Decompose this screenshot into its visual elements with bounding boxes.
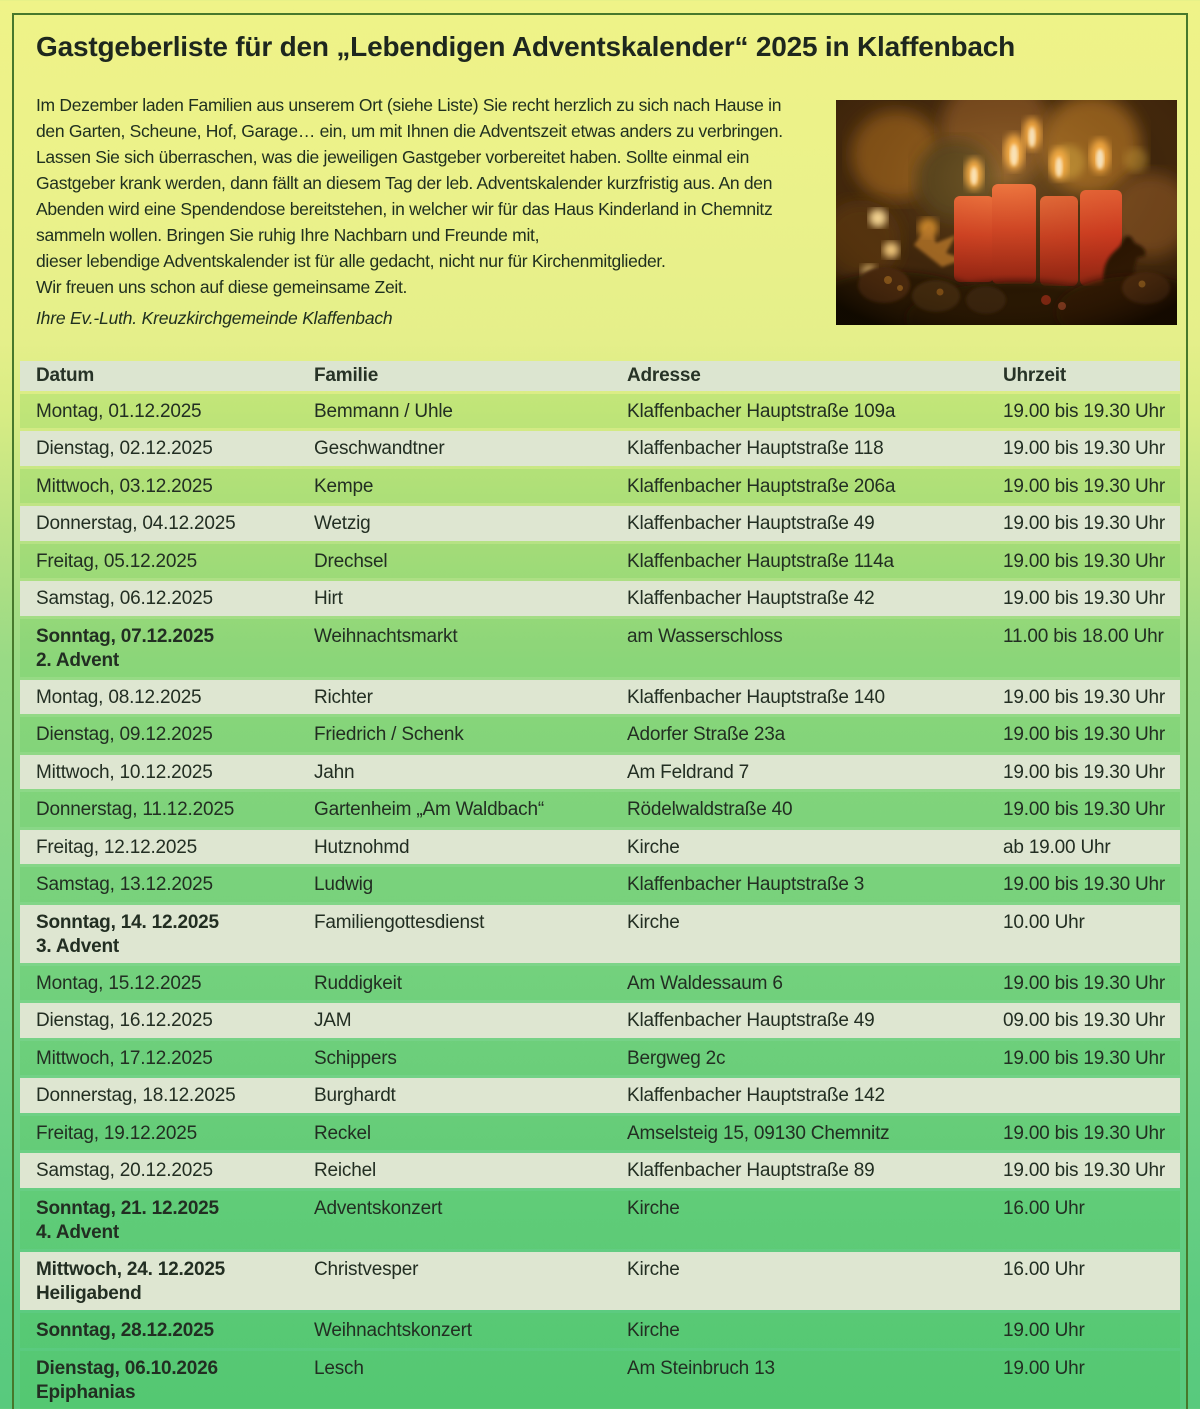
cell-adresse: Klaffenbacher Hauptstraße 89: [627, 1160, 875, 1182]
table-row: [20, 1351, 1180, 1409]
table-row: [20, 755, 1180, 790]
table-row: [20, 1003, 1180, 1038]
advent-wreath-photo: [836, 100, 1177, 325]
cell-uhrzeit: 16.00 Uhr: [1003, 1197, 1085, 1219]
cell-uhrzeit: ab 19.00 Uhr: [1003, 836, 1111, 858]
cell-datum: Freitag, 05.12.2025: [36, 550, 197, 572]
cell-familie: Lesch: [314, 1357, 364, 1379]
intro-line: Gastgeber krank werden, dann fällt an diesem Tag der leb. Adventskalender kurzfristig aus. An den: [36, 173, 773, 193]
cell-datum: Mittwoch, 10.12.2025: [36, 761, 213, 783]
cell-familie: Bemmann / Uhle: [314, 400, 453, 422]
cell-uhrzeit: 19.00 bis 19.30 Uhr: [1003, 475, 1166, 497]
cell-datum: Montag, 15.12.2025: [36, 972, 202, 994]
cell-adresse: Klaffenbacher Hauptstraße 3: [627, 874, 865, 896]
intro-line: Lassen Sie sich überraschen, was die jeweiligen Gastgeber vorbereitet haben. Sollte einmal ein: [36, 147, 750, 167]
signature-line: Ihre Ev.-Luth. Kreuzkirchgemeinde Klaffenbach: [36, 308, 393, 328]
table-row: [20, 469, 1180, 504]
cell-uhrzeit: 19.00 bis 19.30 Uhr: [1003, 686, 1166, 708]
cell-datum: Samstag, 06.12.2025: [36, 588, 213, 610]
column-header-adresse: Adresse: [627, 365, 701, 386]
cell-datum: Donnerstag, 18.12.2025: [36, 1085, 236, 1107]
cell-adresse: Klaffenbacher Hauptstraße 140: [627, 686, 885, 708]
cell-familie: Weihnachtsmarkt: [314, 625, 458, 647]
cell-uhrzeit: 19.00 bis 19.30 Uhr: [1003, 724, 1166, 746]
cell-datum: Samstag, 13.12.2025: [36, 874, 213, 896]
cell-datum: Dienstag, 09.12.2025: [36, 724, 213, 746]
cell-datum: Sonntag, 14. 12.2025 3. Advent: [36, 911, 219, 957]
cell-adresse: Am Feldrand 7: [627, 761, 750, 783]
cell-uhrzeit: 09.00 bis 19.30 Uhr: [1003, 1010, 1166, 1032]
cell-adresse: Kirche: [627, 911, 680, 933]
cell-uhrzeit: 19.00 Uhr: [1003, 1320, 1085, 1342]
cell-familie: Ludwig: [314, 874, 374, 896]
intro-line: Abenden wird eine Spendendose bereitstehen, in welcher wir für das Haus Kinderland in Chemnitz: [36, 199, 773, 219]
cell-familie: Gartenheim „Am Waldbach“: [314, 799, 544, 821]
host-table: [20, 361, 1180, 1409]
cell-adresse: Kirche: [627, 1320, 680, 1342]
cell-datum: Montag, 01.12.2025: [36, 400, 202, 422]
cell-familie: Schippers: [314, 1047, 397, 1069]
cell-datum: Freitag, 19.12.2025: [36, 1122, 197, 1144]
cell-familie: Geschwandtner: [314, 438, 445, 460]
cell-adresse: Adorfer Straße 23a: [627, 724, 785, 746]
page-title: Gastgeberliste für den „Lebendigen Adventskalender“ 2025 in Klaffenbach: [36, 31, 1016, 62]
table-row: [20, 1313, 1180, 1348]
table-header-row: [20, 361, 1180, 391]
cell-datum: Dienstag, 16.12.2025: [36, 1010, 213, 1032]
cell-uhrzeit: 19.00 Uhr: [1003, 1357, 1085, 1379]
table-row: [20, 867, 1180, 902]
table-row: [20, 830, 1180, 865]
cell-familie: Familiengottesdienst: [314, 911, 485, 933]
cell-familie: Drechsel: [314, 550, 388, 572]
cell-familie: Kempe: [314, 475, 374, 497]
cell-datum: Dienstag, 02.12.2025: [36, 438, 213, 460]
cell-adresse: Bergweg 2c: [627, 1047, 726, 1069]
cell-adresse: Am Steinbruch 13: [627, 1357, 775, 1379]
cell-uhrzeit: 19.00 bis 19.30 Uhr: [1003, 1047, 1166, 1069]
cell-datum: Dienstag, 06.10.2026 Epiphanias: [36, 1357, 218, 1403]
cell-adresse: Rödelwaldstraße 40: [627, 799, 793, 821]
cell-adresse: Klaffenbacher Hauptstraße 49: [627, 513, 875, 535]
cell-uhrzeit: 19.00 bis 19.30 Uhr: [1003, 588, 1166, 610]
cell-adresse: Kirche: [627, 836, 680, 858]
cell-uhrzeit: 19.00 bis 19.30 Uhr: [1003, 799, 1166, 821]
column-header-familie: Familie: [314, 365, 379, 386]
table-row: [20, 1153, 1180, 1188]
cell-adresse: Amselsteig 15, 09130 Chemnitz: [627, 1122, 890, 1144]
table-row: [20, 792, 1180, 827]
cell-familie: Christvesper: [314, 1259, 419, 1281]
cell-uhrzeit: 19.00 bis 19.30 Uhr: [1003, 400, 1166, 422]
column-header-uhrzeit: Uhrzeit: [1003, 365, 1066, 386]
intro-line: dieser lebendige Adventskalender ist für alle gedacht, nicht nur für Kirchenmitglieder.: [36, 251, 666, 271]
cell-datum: Samstag, 20.12.2025: [36, 1160, 213, 1182]
intro-line: sammeln wollen. Bringen Sie ruhig Ihre Nachbarn und Freunde mit,: [36, 225, 540, 245]
cell-datum: Freitag, 12.12.2025: [36, 836, 197, 858]
intro-paragraph: [36, 92, 836, 300]
cell-familie: Weihnachtskonzert: [314, 1320, 472, 1342]
cell-uhrzeit: [987, 1078, 1180, 1089]
cell-uhrzeit: 10.00 Uhr: [1003, 911, 1085, 933]
table-row: [20, 1078, 1180, 1113]
table-row: [20, 1116, 1180, 1151]
cell-adresse: Klaffenbacher Hauptstraße 114a: [627, 550, 894, 572]
cell-adresse: Kirche: [627, 1259, 680, 1281]
cell-uhrzeit: 19.00 bis 19.30 Uhr: [1003, 761, 1166, 783]
cell-familie: Ruddigkeit: [314, 972, 402, 994]
table-row: [20, 619, 1180, 677]
cell-adresse: Klaffenbacher Hauptstraße 109a: [627, 400, 896, 422]
cell-adresse: am Wasserschloss: [627, 625, 783, 647]
table-row: [20, 581, 1180, 616]
table-row: [20, 966, 1180, 1001]
cell-datum: Mittwoch, 03.12.2025: [36, 475, 213, 497]
cell-uhrzeit: 11.00 bis 18.00 Uhr: [1003, 625, 1164, 647]
table-row: [20, 544, 1180, 579]
table-row: [20, 1191, 1180, 1249]
cell-familie: Reichel: [314, 1160, 376, 1182]
cell-datum: Mittwoch, 17.12.2025: [36, 1047, 213, 1069]
cell-familie: Friedrich / Schenk: [314, 724, 464, 746]
table-row: [20, 680, 1180, 715]
cell-uhrzeit: 19.00 bis 19.30 Uhr: [1003, 972, 1166, 994]
cell-datum: Sonntag, 07.12.2025 2. Advent: [36, 625, 214, 671]
cell-datum: Mittwoch, 24. 12.2025 Heiligabend: [36, 1259, 226, 1305]
cell-familie: Wetzig: [314, 513, 371, 535]
cell-adresse: Kirche: [627, 1197, 680, 1219]
cell-uhrzeit: 19.00 bis 19.30 Uhr: [1003, 1160, 1166, 1182]
table-row: [20, 1041, 1180, 1076]
cell-adresse: Klaffenbacher Hauptstraße 42: [627, 588, 875, 610]
column-header-datum: Datum: [36, 365, 95, 386]
cell-datum: Sonntag, 21. 12.2025 4. Advent: [36, 1197, 219, 1243]
cell-adresse: Am Waldessaum 6: [627, 972, 783, 994]
table-row: [20, 717, 1180, 752]
cell-familie: Hutznohmd: [314, 836, 410, 858]
cell-uhrzeit: 19.00 bis 19.30 Uhr: [1003, 550, 1166, 572]
cell-uhrzeit: 19.00 bis 19.30 Uhr: [1003, 1122, 1166, 1144]
table-row: [20, 905, 1180, 963]
cell-familie: Hirt: [314, 588, 343, 610]
table-row: [20, 394, 1180, 429]
cell-datum: Montag, 08.12.2025: [36, 686, 202, 708]
cell-datum: Donnerstag, 11.12.2025: [36, 799, 235, 821]
cell-adresse: Klaffenbacher Hauptstraße 49: [627, 1010, 875, 1032]
intro-line: Wir freuen uns schon auf diese gemeinsame Zeit.: [36, 277, 408, 297]
cell-familie: Adventskonzert: [314, 1197, 443, 1219]
cell-datum: Sonntag, 28.12.2025: [36, 1320, 214, 1342]
cell-uhrzeit: 19.00 bis 19.30 Uhr: [1003, 513, 1166, 535]
cell-adresse: Klaffenbacher Hauptstraße 118: [627, 438, 884, 460]
cell-familie: Jahn: [314, 761, 355, 783]
cell-uhrzeit: 19.00 bis 19.30 Uhr: [1003, 874, 1166, 896]
cell-datum: Donnerstag, 04.12.2025: [36, 513, 236, 535]
cell-uhrzeit: 16.00 Uhr: [1003, 1259, 1085, 1281]
cell-adresse: Klaffenbacher Hauptstraße 142: [627, 1085, 885, 1107]
intro-line: Im Dezember laden Familien aus unserem Ort (siehe Liste) Sie recht herzlich zu sich nach Hause in: [36, 95, 782, 115]
cell-adresse: Klaffenbacher Hauptstraße 206a: [627, 475, 896, 497]
table-row: [20, 1252, 1180, 1310]
cell-familie: JAM: [314, 1010, 352, 1032]
cell-uhrzeit: 19.00 bis 19.30 Uhr: [1003, 438, 1166, 460]
cell-familie: Burghardt: [314, 1085, 396, 1107]
cell-familie: Richter: [314, 686, 373, 708]
table-row: [20, 506, 1180, 541]
table-row: [20, 431, 1180, 466]
intro-line: den Garten, Scheune, Hof, Garage… ein, um mit Ihnen die Adventszeit etwas anders zu verbringen.: [36, 121, 783, 141]
cell-familie: Reckel: [314, 1122, 371, 1144]
